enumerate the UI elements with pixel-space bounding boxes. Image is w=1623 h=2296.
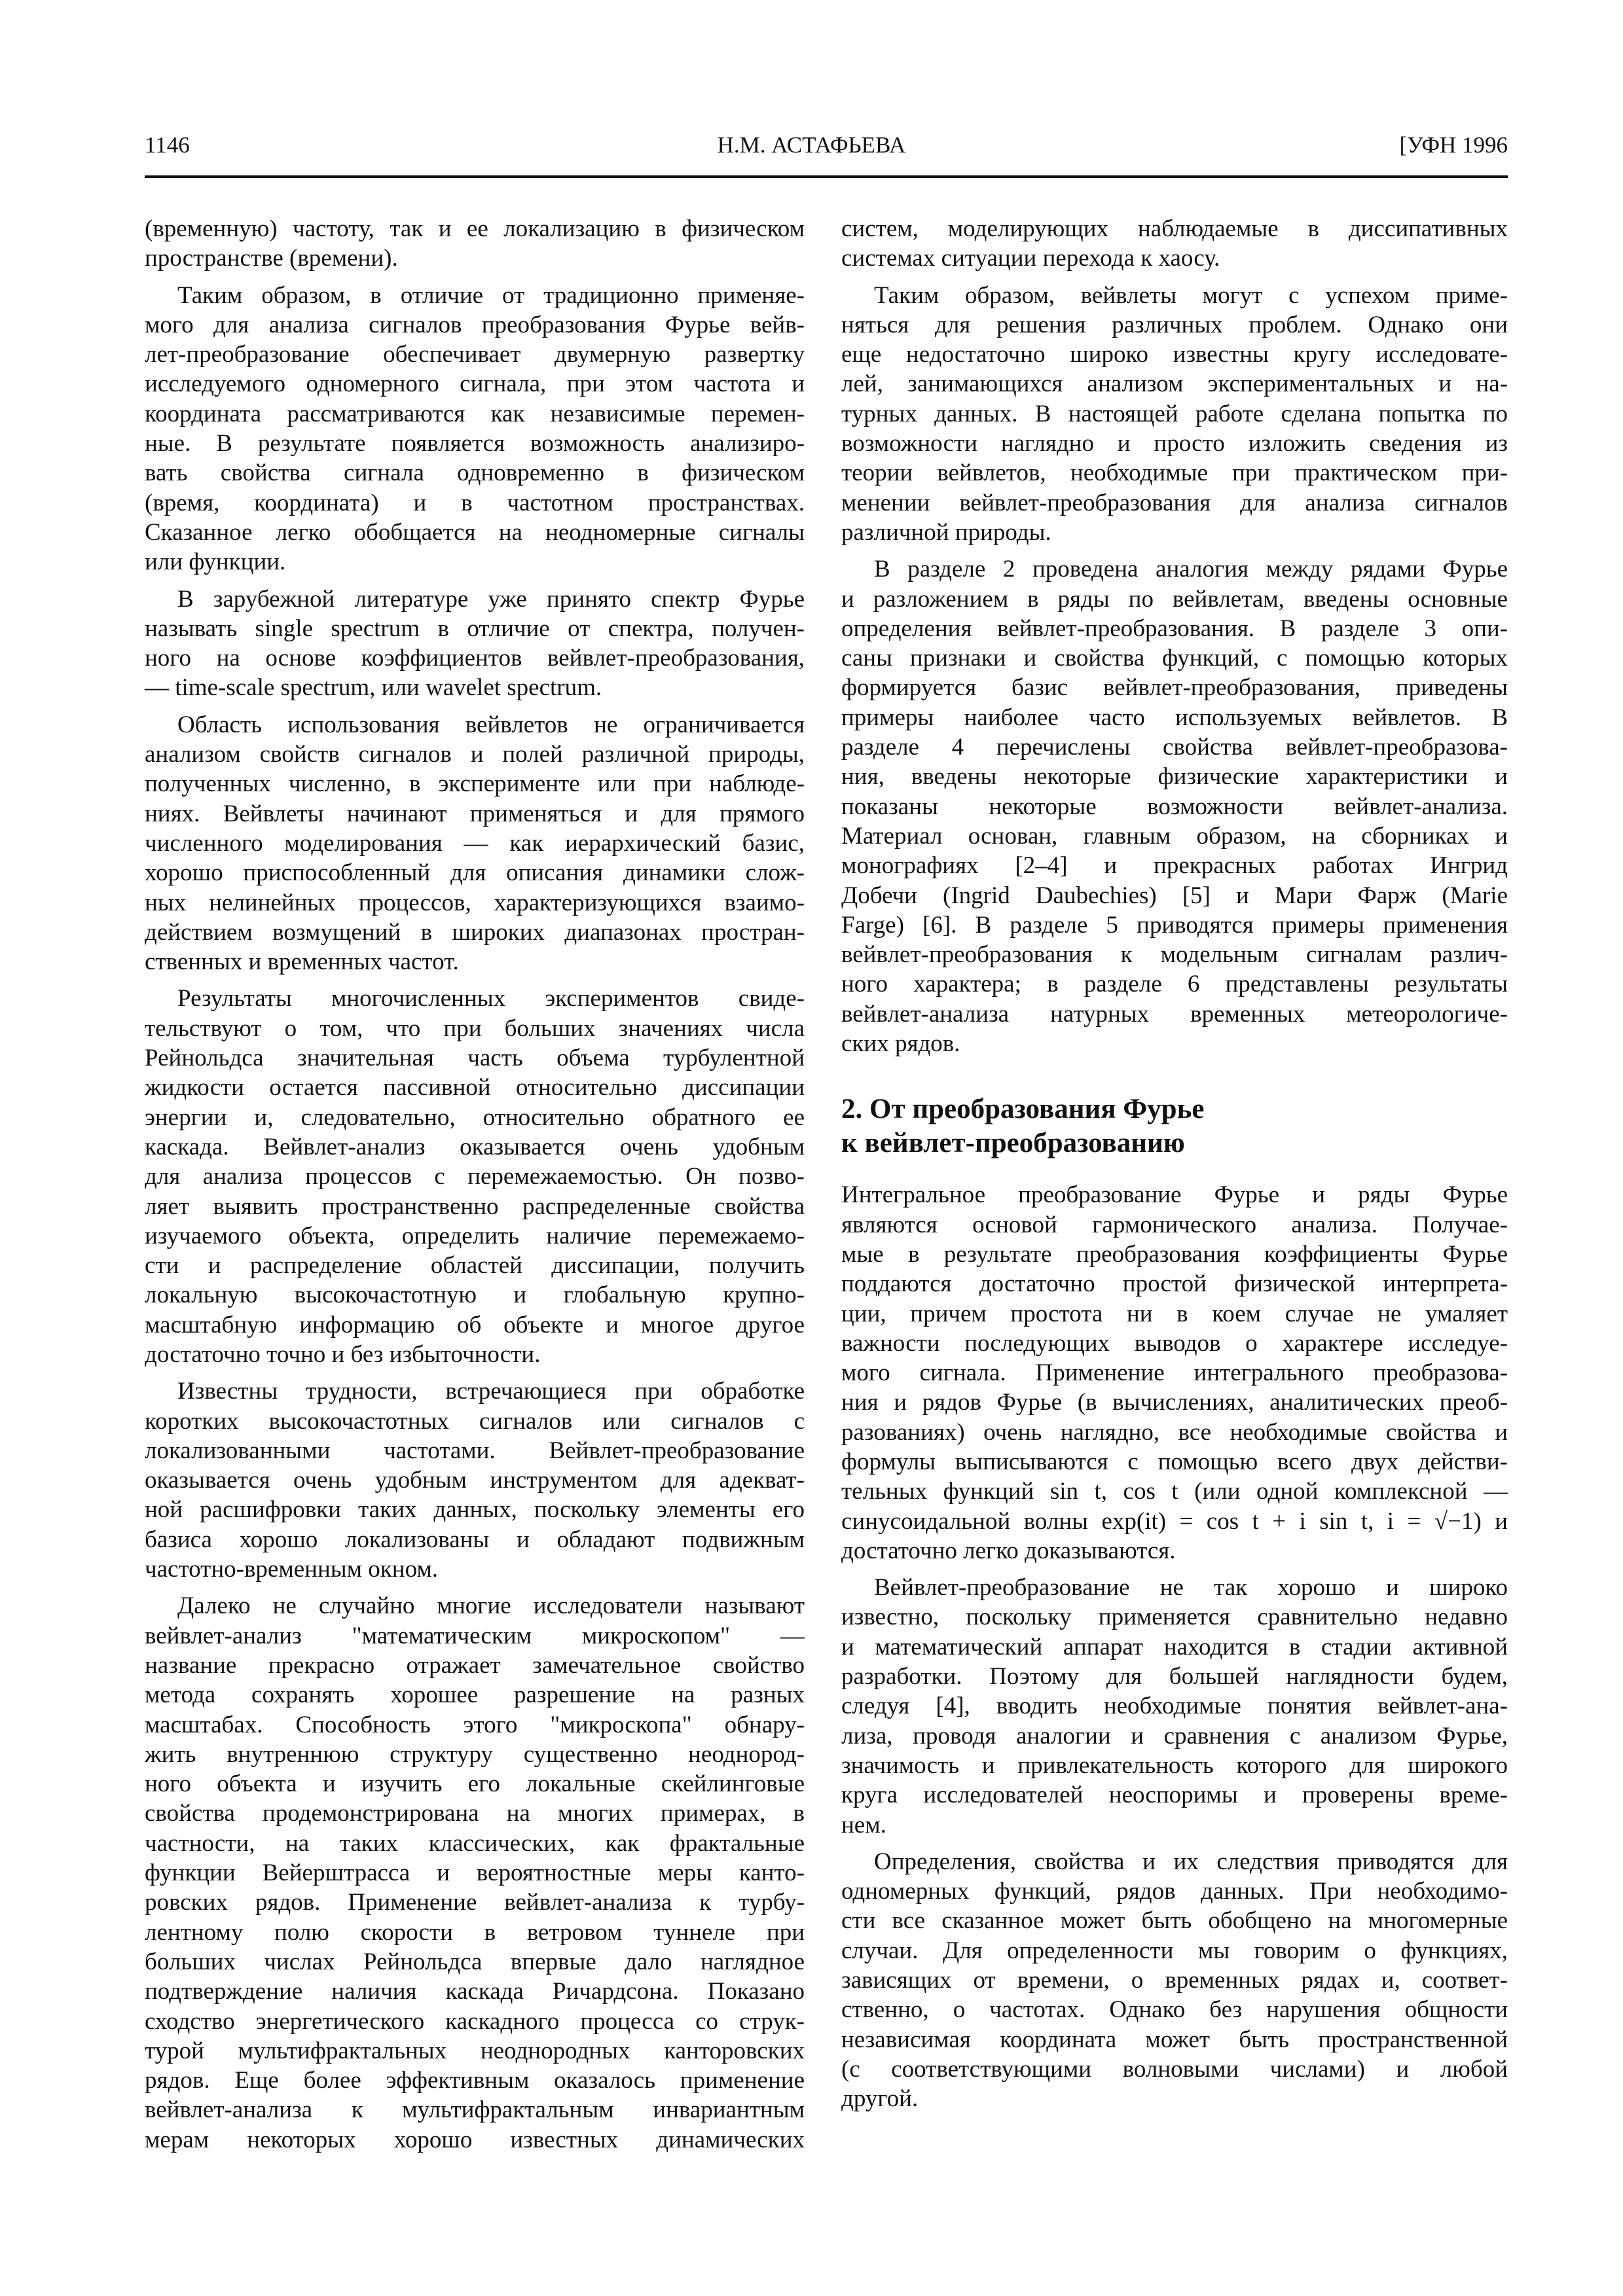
text-line: синусоидальной волны exp(it) = cos t + i sin t, i = √−1) и bbox=[841, 1507, 1508, 1535]
text-line: ного характера; в разделе 6 представлены результаты bbox=[841, 971, 1508, 998]
paragraph bbox=[145, 214, 805, 274]
text-line: вейвлет-преобразования к модельным сигналам различ- bbox=[841, 941, 1508, 969]
text-line: Таким образом, в отличие от традиционно применяе- bbox=[177, 281, 805, 309]
text-line: (время, координата) и в частотном пространствах. bbox=[145, 489, 805, 516]
text-line: (временную) частоту, так и ее локализацию в физическом bbox=[145, 215, 805, 242]
text-line: вейвлет-анализа натурных временных метеорологиче- bbox=[841, 1000, 1508, 1028]
text-line: теории вейвлетов, необходимые при практическом при- bbox=[841, 459, 1508, 487]
text-line: Далеко не случайно многие исследователи называют bbox=[177, 1592, 805, 1620]
text-line: больших числах Рейнольдса впервые дало наглядное bbox=[145, 1948, 805, 1975]
text-line: или функции. bbox=[145, 548, 286, 576]
text-line: изучаемого объекта, определить наличие перемежаемо- bbox=[145, 1222, 805, 1249]
paragraph bbox=[145, 1376, 805, 1584]
text-line: коротких высокочастотных сигналов или сигналов с bbox=[145, 1407, 805, 1435]
text-line: монографиях [2–4] и прекрасных работах Ингрид bbox=[841, 852, 1508, 880]
text-line: мые в результате преобразования коэффициенты Фурье bbox=[841, 1240, 1508, 1268]
text-line: саны признаки и свойства функций, с помощью которых bbox=[841, 645, 1508, 672]
text-line: Farge) [6]. В разделе 5 приводятся примеры применения bbox=[841, 911, 1508, 939]
text-line: жить внутреннюю структуру существенно неоднород- bbox=[145, 1740, 805, 1768]
text-line: случаи. Для определенности мы говорим о функциях, bbox=[841, 1937, 1508, 1964]
text-line: ного объекта и изучить его локальные скейлинговые bbox=[145, 1770, 805, 1798]
text-line: известно, поскольку применяется сравнительно недавно bbox=[841, 1604, 1508, 1631]
text-line: тельных функций sin t, cos t (или одной комплексной — bbox=[841, 1478, 1508, 1505]
text-line: разделе 4 перечислены свойства вейвлет-преобразова- bbox=[841, 734, 1508, 761]
text-line: мого для анализа сигналов преобразования Фурье вейв- bbox=[145, 311, 805, 338]
text-line: ственных и временных частот. bbox=[145, 948, 459, 976]
text-line: няться для решения различных проблем. Однако они bbox=[841, 311, 1508, 338]
text-line: хорошо приспособленный для описания динамики слож- bbox=[145, 859, 805, 887]
text-line: Интегральное преобразование Фурье и ряды Фурье bbox=[841, 1181, 1508, 1209]
text-line: локализованными частотами. Вейвлет-преобразование bbox=[145, 1437, 805, 1464]
text-line: систем, моделирующих наблюдаемые в диссипативных bbox=[841, 215, 1508, 242]
text-line: частности, на таких классических, как фрактальные bbox=[145, 1829, 805, 1857]
text-line: Рейнольдса значительная часть объема турбулентной bbox=[145, 1045, 805, 1072]
text-line: круга исследователей неоспоримы и проверены време- bbox=[841, 1782, 1508, 1809]
text-line: подтверждение наличия каскада Ричардсона. Показано bbox=[145, 1978, 805, 2005]
text-line: Область использования вейвлетов не ограничивается bbox=[177, 711, 805, 738]
text-line: (с соответствующими волновыми числами) и любой bbox=[841, 2055, 1508, 2083]
text-line: каскада. Вейвлет-анализ оказывается очень удобным bbox=[145, 1133, 805, 1160]
text-line: В зарубежной литературе уже принято спектр Фурье bbox=[177, 585, 805, 613]
paragraph bbox=[841, 281, 1508, 548]
paragraph bbox=[841, 1847, 1508, 2114]
heading-line: 2. От преобразования Фурье bbox=[841, 1094, 1205, 1125]
text-line: значимость и привлекательность которого для широкого bbox=[841, 1751, 1508, 1779]
text-line: масштабах. Способность этого "микроскопа" обнару- bbox=[145, 1711, 805, 1738]
text-line: вейвлет-анализ "математическим микроскопом" — bbox=[145, 1622, 805, 1649]
text-line: нем. bbox=[841, 1811, 886, 1839]
text-line: ния и рядов Фурье (в вычислениях, аналитических преоб- bbox=[841, 1389, 1508, 1416]
text-line: вейвлет-анализа к мультифрактальным инвариантным bbox=[145, 2096, 805, 2124]
text-line: ственно, о частотах. Однако без нарушения общности bbox=[841, 1996, 1508, 2024]
text-line: свойства продемонстрирована на многих примерах, в bbox=[145, 1800, 805, 1827]
text-line: оказывается очень удобным инструментом для адекват- bbox=[145, 1467, 805, 1494]
text-line: ниях. Вейвлеты начинают применяться и для прямого bbox=[145, 800, 805, 827]
text-line: координата рассматриваются как независимые перемен- bbox=[145, 400, 805, 427]
text-line: зависящих от времени, о временных рядах и, соответ- bbox=[841, 1967, 1508, 1994]
text-line: полученных численно, в эксперименте или при наблюде- bbox=[145, 770, 805, 798]
text-line: лей, занимающихся анализом экспериментальных и на- bbox=[841, 370, 1508, 398]
text-line: жидкости остается пассивной относительно диссипации bbox=[145, 1074, 805, 1102]
text-line: системах ситуации перехода к хаосу. bbox=[841, 245, 1220, 272]
text-line: Вейвлет-преобразование не так хорошо и широко bbox=[874, 1574, 1508, 1602]
text-line: метода сохранять хорошее разрешение на разных bbox=[145, 1681, 805, 1709]
text-line: В разделе 2 проведена аналогия между рядами Фурье bbox=[874, 556, 1508, 583]
text-line: масштабную информацию об объекте и многое другое bbox=[145, 1311, 805, 1338]
text-line: Материал основан, главным образом, на сборниках и bbox=[841, 822, 1508, 850]
text-line: примеры наиболее часто используемых вейвлетов. В bbox=[841, 704, 1508, 731]
text-line: ния, введены некоторые физические характеристики и bbox=[841, 763, 1508, 791]
text-line: и математический аппарат находится в стадии активной bbox=[841, 1633, 1508, 1660]
text-line: лентному полю скорости в ветровом туннеле при bbox=[145, 1918, 805, 1946]
text-line: другой. bbox=[841, 2085, 919, 2113]
text-line: показаны некоторые возможности вейвлет-анализа. bbox=[841, 793, 1508, 820]
paragraph bbox=[841, 1180, 1508, 1566]
text-line: являются основой гармонического анализа. Получае- bbox=[841, 1211, 1508, 1238]
text-line: пространстве (времени). bbox=[145, 245, 398, 272]
paragraph bbox=[145, 984, 805, 1369]
text-line: мого сигнала. Применение интегрального преобразова- bbox=[841, 1359, 1508, 1387]
text-line: возможности наглядно и просто изложить сведения из bbox=[841, 430, 1508, 457]
text-line: независимая координата может быть пространственной bbox=[841, 2026, 1508, 2053]
paragraph bbox=[145, 1591, 805, 2155]
text-line: название прекрасно отражает замечательное свойство bbox=[145, 1651, 805, 1679]
text-line: формулы выписываются с помощью всего двух действи- bbox=[841, 1448, 1508, 1475]
left-column bbox=[145, 214, 805, 2155]
text-line: называть single spectrum в отличие от спектра, получен- bbox=[145, 615, 805, 642]
text-line: частотно-временным окном. bbox=[145, 1556, 439, 1583]
text-line: разованиях) очень наглядно, все необходимые свойства и bbox=[841, 1418, 1508, 1446]
text-line: энергии и, следовательно, относительно обратного ее bbox=[145, 1103, 805, 1131]
text-line: ного на основе коэффициентов вейвлет-преобразования, bbox=[145, 645, 805, 672]
text-line: разработки. Поэтому для большей наглядности будем, bbox=[841, 1663, 1508, 1691]
running-head-journal: [УФН 1996 bbox=[1399, 132, 1508, 158]
text-line: менении вейвлет-преобразования для анализа сигналов bbox=[841, 489, 1508, 516]
paragraph bbox=[145, 710, 805, 977]
section-heading bbox=[841, 1092, 1508, 1160]
heading-line: к вейвлет-преобразованию bbox=[841, 1128, 1185, 1159]
text-line: ровских рядов. Применение вейвлет-анализа к турбу- bbox=[145, 1889, 805, 1916]
text-line: Добечи (Ingrid Daubechies) [5] и Мари Фарж (Marie bbox=[841, 882, 1508, 909]
text-line: локальную высокочастотную и глобальную крупно- bbox=[145, 1282, 805, 1309]
text-line: Результаты многочисленных экспериментов свиде- bbox=[177, 985, 805, 1013]
text-line: турой мультифрактальных неоднородных канторовских bbox=[145, 2037, 805, 2064]
text-line: лет-преобразование обеспечивает двумерную развертку bbox=[145, 341, 805, 368]
text-line: численного моделирования — как иерархический базис, bbox=[145, 829, 805, 857]
text-line: ной расшифровки таких данных, поскольку элементы его bbox=[145, 1496, 805, 1524]
text-line: одномерных функций, рядов данных. При необходимо- bbox=[841, 1878, 1508, 1905]
text-line: ные. В результате появляется возможность анализиро- bbox=[145, 430, 805, 457]
paragraph bbox=[841, 214, 1508, 274]
text-line: ции, причем простота ни в коем случае не умаляет bbox=[841, 1300, 1508, 1327]
text-line: ных нелинейных процессов, характеризующихся взаимо- bbox=[145, 889, 805, 916]
paragraph bbox=[145, 281, 805, 577]
text-line: следуя [4], вводить необходимые понятия вейвлет-ана- bbox=[841, 1693, 1508, 1720]
text-line: исследуемого одномерного сигнала, при этом частота и bbox=[145, 370, 805, 398]
text-line: важности последующих выводов о характере исследуе- bbox=[841, 1329, 1508, 1357]
text-line: Известны трудности, встречающиеся при обработке bbox=[177, 1378, 805, 1405]
text-line: функции Вейерштрасса и вероятностные меры канто- bbox=[145, 1859, 805, 1887]
text-line: рядов. Еще более эффективным оказалось применение bbox=[145, 2067, 805, 2094]
text-line: достаточно легко доказываются. bbox=[841, 1537, 1176, 1564]
text-line: Таким образом, вейвлеты могут с успехом приме- bbox=[874, 281, 1508, 309]
paragraph bbox=[841, 554, 1508, 1058]
paragraph bbox=[145, 584, 805, 703]
text-line: для анализа процессов с перемежаемостью. Он позво- bbox=[145, 1163, 805, 1191]
text-line: ских рядов. bbox=[841, 1030, 960, 1058]
text-line: лиза, проводя аналогии и сравнения с анализом Фурье, bbox=[841, 1722, 1508, 1749]
right-column bbox=[841, 214, 1508, 2114]
text-line: турных данных. В настоящей работе сделана попытка по bbox=[841, 400, 1508, 427]
text-line: анализом свойств сигналов и полей различной природы, bbox=[145, 741, 805, 768]
text-line: действием возмущений в широких диапазонах простран- bbox=[145, 918, 805, 946]
text-line: Определения, свойства и их следствия приводятся для bbox=[874, 1848, 1508, 1875]
text-line: — time-scale spectrum, или wavelet spectrum. bbox=[145, 674, 602, 702]
text-line: и разложением в ряды по вейвлетам, введены основные bbox=[841, 585, 1508, 613]
text-line: вать свойства сигнала одновременно в физическом bbox=[145, 459, 805, 487]
running-head-author: Н.М. АСТАФЬЕВА bbox=[717, 132, 906, 158]
text-line: ляет выявить пространственно распределенные свойства bbox=[145, 1193, 805, 1220]
text-line: определения вейвлет-преобразования. В разделе 3 опи- bbox=[841, 615, 1508, 642]
text-line: поддаются достаточно простой физической интерпрета- bbox=[841, 1270, 1508, 1298]
text-line: различной природы. bbox=[841, 518, 1051, 546]
text-line: формируется базис вейвлет-преобразования, приведены bbox=[841, 674, 1508, 702]
text-line: мерам некоторых хорошо известных динамических bbox=[145, 2126, 805, 2153]
text-line: базиса хорошо локализованы и обладают подвижным bbox=[145, 1526, 805, 1553]
text-line: еще недостаточно широко известны кругу исследовате- bbox=[841, 341, 1508, 368]
header-rule bbox=[145, 175, 1508, 178]
text-line: сти все сказанное может быть обобщено на многомерные bbox=[841, 1907, 1508, 1935]
text-line: сти и распределение областей диссипации, получить bbox=[145, 1252, 805, 1280]
page-number: 1146 bbox=[145, 132, 190, 158]
text-line: Сказанное легко обобщается на неодномерные сигналы bbox=[145, 518, 805, 546]
text-line: достаточно точно и без избыточности. bbox=[145, 1340, 541, 1368]
text-line: сходство энергетического каскадного процесса со струк- bbox=[145, 2007, 805, 2035]
text-line: тельствуют о том, что при больших значениях числа bbox=[145, 1014, 805, 1042]
paragraph bbox=[841, 1573, 1508, 1840]
